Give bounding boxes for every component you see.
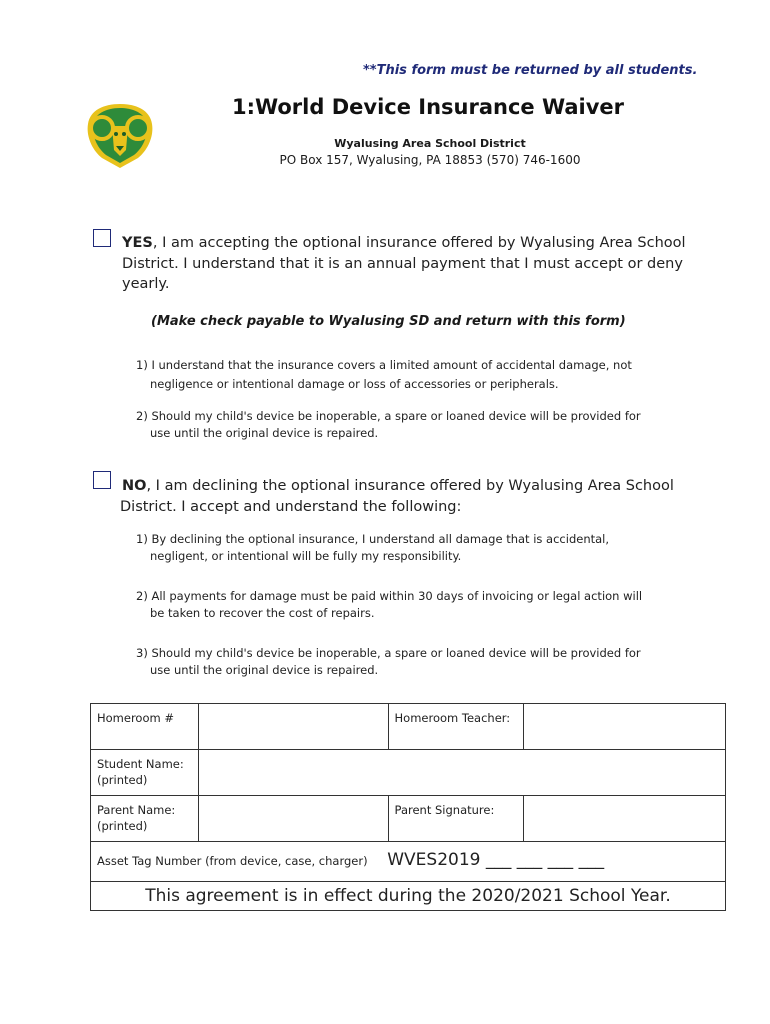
page-title: 1:World Device Insurance Waiver <box>231 95 625 119</box>
parent-signature-label: Parent Signature: <box>388 796 524 842</box>
item-number: 2) <box>136 409 148 423</box>
district-address: PO Box 157, Wyalusing, PA 18853 (570) 746-1600 <box>279 153 581 167</box>
item-number: 1) <box>136 358 148 372</box>
item-number: 1) <box>136 532 148 546</box>
student-name-label: Student Name: (printed) <box>91 750 199 796</box>
yes-checkbox[interactable] <box>93 229 111 247</box>
no-checkbox[interactable] <box>93 471 111 489</box>
student-name-field[interactable] <box>198 750 725 796</box>
item-number: 3) <box>136 646 148 660</box>
parent-name-label: Parent Name: (printed) <box>91 796 199 842</box>
no-item-2 <box>136 588 696 622</box>
item-number: 2) <box>136 589 148 603</box>
item-text-cont: use until the original device is repaired. <box>150 426 379 440</box>
homeroom-teacher-field[interactable] <box>524 704 726 750</box>
item-text-cont: negligent, or intentional will be fully my responsibility. <box>150 549 462 563</box>
item-text: I understand that the insurance covers a limited amount of accidental damage, not <box>151 358 632 372</box>
no-option-text <box>120 476 700 517</box>
payment-note: (Make check payable to Wyalusing SD and return with this form) <box>151 314 626 329</box>
homeroom-label: Homeroom # <box>91 704 199 750</box>
item-text-cont: use until the original device is repaired. <box>150 663 379 677</box>
no-keyword: NO <box>122 478 147 494</box>
yes-item-2 <box>136 408 696 442</box>
yes-option-text <box>122 233 692 295</box>
yes-statement: , I am accepting the optional insurance offered by Wyalusing Area School District. I understand that it is an annual payment that I must accept or deny yearly. <box>122 235 686 292</box>
yes-keyword: YES <box>122 235 153 251</box>
return-notice: **This form must be returned by all students. <box>363 63 698 78</box>
parent-signature-field[interactable] <box>524 796 726 842</box>
no-item-3 <box>136 645 696 679</box>
item-text: Should my child's device be inoperable, a spare or loaned device will be provided for <box>151 409 641 423</box>
item-text: Should my child's device be inoperable, a spare or loaned device will be provided for <box>151 646 641 660</box>
asset-tag-label: Asset Tag Number (from device, case, charger) <box>97 854 368 868</box>
homeroom-field[interactable] <box>198 704 388 750</box>
student-info-form <box>90 703 726 911</box>
item-text: By declining the optional insurance, I understand all damage that is accidental, <box>151 532 610 546</box>
item-text-cont: negligence or intentional damage or loss of accessories or peripherals. <box>150 377 559 391</box>
asset-tag-row <box>91 842 726 882</box>
no-statement: , I am declining the optional insurance offered by Wyalusing Area School District. I accept and understand the following: <box>120 478 674 515</box>
agreement-statement: This agreement is in effect during the 2020/2021 School Year. <box>91 882 726 911</box>
district-name: Wyalusing Area School District <box>334 137 526 150</box>
no-item-1 <box>136 531 696 565</box>
homeroom-teacher-label: Homeroom Teacher: <box>388 704 524 750</box>
yes-item-1 <box>136 357 696 393</box>
asset-tag-code: WVES2019 ___ ___ ___ ___ <box>387 850 605 870</box>
item-text-cont: be taken to recover the cost of repairs. <box>150 606 375 620</box>
parent-name-field[interactable] <box>198 796 388 842</box>
item-text: All payments for damage must be paid within 30 days of invoicing or legal action will <box>151 589 643 603</box>
